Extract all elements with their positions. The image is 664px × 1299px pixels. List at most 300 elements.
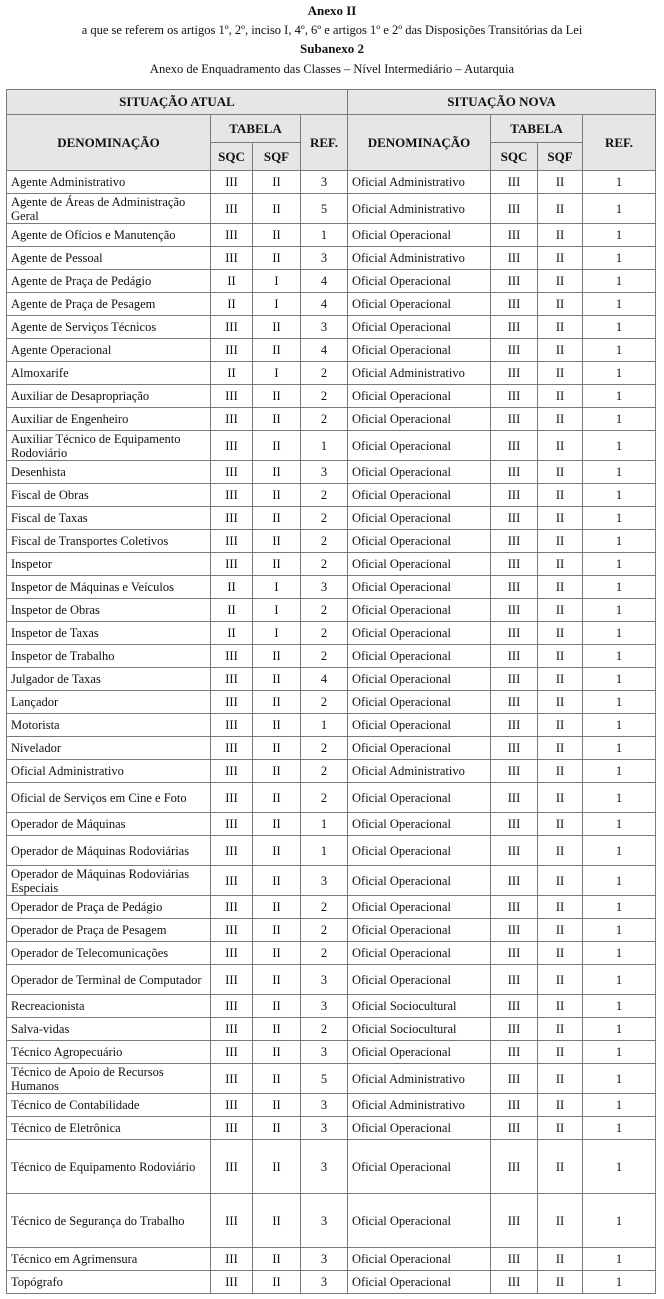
cell-sqf-atual: II	[253, 1018, 301, 1041]
cell-denominacao-nova: Oficial Operacional	[348, 737, 491, 760]
cell-sqc-atual: III	[211, 836, 253, 866]
table-row	[7, 942, 656, 965]
cell-denominacao-atual: Técnico de Segurança do Trabalho	[7, 1194, 211, 1248]
cell-sqf-atual: II	[253, 783, 301, 813]
cell-denominacao-atual: Agente de Praça de Pesagem	[7, 293, 211, 316]
cell-sqf-atual: II	[253, 737, 301, 760]
table-row	[7, 668, 656, 691]
cell-denominacao-nova: Oficial Operacional	[348, 622, 491, 645]
cell-sqc-nova: III	[491, 362, 538, 385]
cell-denominacao-atual: Operador de Praça de Pedágio	[7, 896, 211, 919]
table-row	[7, 691, 656, 714]
cell-sqf-atual: II	[253, 691, 301, 714]
cell-sqf-atual: II	[253, 339, 301, 362]
cell-sqf-nova: II	[538, 1018, 583, 1041]
cell-sqf-atual: II	[253, 1248, 301, 1271]
cell-sqc-nova: III	[491, 866, 538, 896]
cell-ref-atual: 3	[301, 965, 348, 995]
table-row	[7, 530, 656, 553]
col-header-ref-nova: REF.	[583, 115, 656, 171]
table-row	[7, 1094, 656, 1117]
cell-ref-nova: 1	[583, 599, 656, 622]
cell-sqc-nova: III	[491, 760, 538, 783]
table-row	[7, 293, 656, 316]
cell-ref-atual: 2	[301, 919, 348, 942]
cell-sqc-atual: III	[211, 1248, 253, 1271]
cell-denominacao-atual: Operador de Terminal de Computador	[7, 965, 211, 995]
cell-sqc-nova: III	[491, 385, 538, 408]
cell-denominacao-nova: Oficial Operacional	[348, 1140, 491, 1194]
cell-ref-atual: 2	[301, 737, 348, 760]
cell-sqc-nova: III	[491, 942, 538, 965]
cell-ref-atual: 4	[301, 668, 348, 691]
cell-ref-atual: 3	[301, 316, 348, 339]
cell-ref-nova: 1	[583, 942, 656, 965]
cell-denominacao-nova: Oficial Operacional	[348, 507, 491, 530]
cell-denominacao-atual: Recreacionista	[7, 995, 211, 1018]
cell-sqc-atual: II	[211, 270, 253, 293]
cell-ref-nova: 1	[583, 339, 656, 362]
cell-sqc-atual: III	[211, 316, 253, 339]
cell-ref-nova: 1	[583, 995, 656, 1018]
cell-sqf-atual: II	[253, 896, 301, 919]
cell-ref-atual: 3	[301, 1117, 348, 1140]
cell-denominacao-nova: Oficial Operacional	[348, 813, 491, 836]
cell-ref-nova: 1	[583, 293, 656, 316]
cell-ref-atual: 2	[301, 760, 348, 783]
cell-sqf-atual: II	[253, 553, 301, 576]
cell-sqc-nova: III	[491, 836, 538, 866]
cell-denominacao-atual: Salva-vidas	[7, 1018, 211, 1041]
table-body	[7, 171, 656, 1294]
cell-denominacao-atual: Topógrafo	[7, 1271, 211, 1294]
cell-sqf-nova: II	[538, 866, 583, 896]
cell-ref-atual: 2	[301, 599, 348, 622]
cell-sqc-atual: III	[211, 247, 253, 270]
cell-sqf-nova: II	[538, 270, 583, 293]
cell-denominacao-atual: Agente de Serviços Técnicos	[7, 316, 211, 339]
cell-ref-nova: 1	[583, 1117, 656, 1140]
cell-denominacao-atual: Inspetor de Trabalho	[7, 645, 211, 668]
cell-sqc-atual: III	[211, 385, 253, 408]
cell-denominacao-atual: Fiscal de Obras	[7, 484, 211, 507]
cell-sqc-nova: III	[491, 194, 538, 224]
cell-sqf-nova: II	[538, 339, 583, 362]
cell-sqc-atual: III	[211, 1271, 253, 1294]
cell-sqc-nova: III	[491, 896, 538, 919]
cell-sqc-nova: III	[491, 553, 538, 576]
cell-sqf-nova: II	[538, 171, 583, 194]
cell-ref-atual: 3	[301, 1041, 348, 1064]
cell-sqf-atual: II	[253, 836, 301, 866]
cell-sqf-nova: II	[538, 691, 583, 714]
cell-sqc-atual: II	[211, 599, 253, 622]
cell-denominacao-nova: Oficial Operacional	[348, 942, 491, 965]
cell-sqf-atual: I	[253, 270, 301, 293]
cell-ref-nova: 1	[583, 1041, 656, 1064]
cell-sqc-atual: III	[211, 171, 253, 194]
table-row	[7, 576, 656, 599]
cell-sqc-nova: III	[491, 783, 538, 813]
cell-sqc-atual: III	[211, 1140, 253, 1194]
col-header-denominacao-atual: DENOMINAÇÃO	[7, 115, 211, 171]
cell-sqc-nova: III	[491, 714, 538, 737]
table-row	[7, 1018, 656, 1041]
cell-denominacao-atual: Operador de Máquinas Rodoviárias	[7, 836, 211, 866]
cell-denominacao-atual: Inspetor de Taxas	[7, 622, 211, 645]
col-header-denominacao-nova: DENOMINAÇÃO	[348, 115, 491, 171]
cell-sqf-atual: II	[253, 408, 301, 431]
cell-denominacao-nova: Oficial Operacional	[348, 919, 491, 942]
cell-ref-atual: 2	[301, 553, 348, 576]
cell-denominacao-nova: Oficial Operacional	[348, 714, 491, 737]
cell-ref-atual: 2	[301, 1018, 348, 1041]
cell-denominacao-nova: Oficial Operacional	[348, 965, 491, 995]
cell-ref-atual: 4	[301, 339, 348, 362]
cell-sqf-atual: II	[253, 965, 301, 995]
cell-sqf-nova: II	[538, 362, 583, 385]
cell-denominacao-nova: Oficial Operacional	[348, 270, 491, 293]
cell-sqc-atual: III	[211, 553, 253, 576]
cell-sqc-atual: II	[211, 576, 253, 599]
table-row	[7, 484, 656, 507]
cell-denominacao-atual: Fiscal de Taxas	[7, 507, 211, 530]
cell-sqc-nova: III	[491, 484, 538, 507]
cell-sqf-atual: II	[253, 1094, 301, 1117]
cell-ref-nova: 1	[583, 576, 656, 599]
cell-denominacao-nova: Oficial Operacional	[348, 691, 491, 714]
cell-sqc-nova: III	[491, 965, 538, 995]
cell-denominacao-nova: Oficial Operacional	[348, 836, 491, 866]
cell-denominacao-atual: Inspetor de Máquinas e Veículos	[7, 576, 211, 599]
cell-ref-nova: 1	[583, 224, 656, 247]
table-row	[7, 760, 656, 783]
cell-denominacao-nova: Oficial Administrativo	[348, 247, 491, 270]
cell-denominacao-atual: Técnico em Agrimensura	[7, 1248, 211, 1271]
cell-sqf-nova: II	[538, 431, 583, 461]
cell-ref-atual: 2	[301, 645, 348, 668]
cell-denominacao-nova: Oficial Operacional	[348, 316, 491, 339]
table-row	[7, 599, 656, 622]
cell-ref-nova: 1	[583, 270, 656, 293]
cell-sqc-atual: III	[211, 224, 253, 247]
table-row	[7, 622, 656, 645]
table-row	[7, 836, 656, 866]
cell-sqc-nova: III	[491, 1117, 538, 1140]
cell-sqf-atual: II	[253, 645, 301, 668]
cell-sqc-nova: III	[491, 1094, 538, 1117]
cell-denominacao-atual: Técnico Agropecuário	[7, 1041, 211, 1064]
cell-sqf-atual: I	[253, 293, 301, 316]
cell-ref-atual: 2	[301, 942, 348, 965]
cell-ref-nova: 1	[583, 896, 656, 919]
cell-sqc-atual: III	[211, 760, 253, 783]
cell-sqf-atual: II	[253, 866, 301, 896]
cell-ref-atual: 3	[301, 171, 348, 194]
cell-sqf-atual: II	[253, 224, 301, 247]
cell-denominacao-atual: Almoxarife	[7, 362, 211, 385]
cell-sqc-nova: III	[491, 247, 538, 270]
cell-ref-atual: 4	[301, 270, 348, 293]
cell-denominacao-nova: Oficial Operacional	[348, 408, 491, 431]
cell-denominacao-nova: Oficial Administrativo	[348, 1064, 491, 1094]
cell-sqf-nova: II	[538, 1041, 583, 1064]
cell-denominacao-nova: Oficial Operacional	[348, 224, 491, 247]
cell-ref-atual: 3	[301, 995, 348, 1018]
cell-ref-nova: 1	[583, 622, 656, 645]
cell-ref-atual: 3	[301, 1094, 348, 1117]
table-row	[7, 431, 656, 461]
cell-ref-nova: 1	[583, 813, 656, 836]
annex-subtitle: a que se referem os artigos 1º, 2º, inciso I, 4º, 6º e artigos 1º e 2º das Disposições Transitórias da Lei	[81, 23, 583, 37]
table-row	[7, 919, 656, 942]
table-row	[7, 1194, 656, 1248]
cell-ref-nova: 1	[583, 1094, 656, 1117]
cell-sqf-nova: II	[538, 194, 583, 224]
cell-denominacao-nova: Oficial Operacional	[348, 668, 491, 691]
cell-sqc-atual: III	[211, 866, 253, 896]
table-row	[7, 224, 656, 247]
cell-denominacao-nova: Oficial Administrativo	[348, 194, 491, 224]
cell-denominacao-nova: Oficial Operacional	[348, 1271, 491, 1294]
cell-sqf-nova: II	[538, 461, 583, 484]
cell-ref-nova: 1	[583, 836, 656, 866]
table-row	[7, 965, 656, 995]
cell-denominacao-nova: Oficial Operacional	[348, 599, 491, 622]
table-row	[7, 339, 656, 362]
cell-sqc-nova: III	[491, 1041, 538, 1064]
cell-denominacao-nova: Oficial Operacional	[348, 1041, 491, 1064]
cell-ref-nova: 1	[583, 194, 656, 224]
cell-sqc-atual: II	[211, 622, 253, 645]
table-row	[7, 813, 656, 836]
cell-ref-atual: 3	[301, 1140, 348, 1194]
cell-sqf-atual: II	[253, 760, 301, 783]
annex-title: Anexo II	[307, 3, 357, 18]
cell-sqf-atual: II	[253, 1271, 301, 1294]
cell-ref-atual: 2	[301, 622, 348, 645]
cell-ref-atual: 1	[301, 224, 348, 247]
cell-sqf-nova: II	[538, 995, 583, 1018]
cell-denominacao-nova: Oficial Operacional	[348, 461, 491, 484]
cell-sqc-nova: III	[491, 1194, 538, 1248]
cell-denominacao-atual: Operador de Máquinas Rodoviárias Especiais	[7, 866, 211, 896]
cell-sqf-atual: II	[253, 461, 301, 484]
cell-sqf-nova: II	[538, 530, 583, 553]
cell-sqf-atual: II	[253, 919, 301, 942]
cell-sqf-atual: II	[253, 484, 301, 507]
cell-sqf-nova: II	[538, 896, 583, 919]
cell-sqf-nova: II	[538, 484, 583, 507]
cell-ref-atual: 2	[301, 484, 348, 507]
table-row	[7, 1140, 656, 1194]
group-header-new: SITUAÇÃO NOVA	[348, 90, 656, 115]
cell-denominacao-atual: Técnico de Eletrônica	[7, 1117, 211, 1140]
cell-sqf-nova: II	[538, 760, 583, 783]
cell-denominacao-nova: Oficial Operacional	[348, 484, 491, 507]
table-row	[7, 1041, 656, 1064]
cell-sqf-atual: II	[253, 714, 301, 737]
cell-sqc-nova: III	[491, 1248, 538, 1271]
cell-sqc-nova: III	[491, 224, 538, 247]
cell-sqf-atual: II	[253, 995, 301, 1018]
cell-ref-atual: 2	[301, 783, 348, 813]
cell-ref-atual: 2	[301, 896, 348, 919]
cell-denominacao-nova: Oficial Operacional	[348, 339, 491, 362]
cell-sqc-atual: III	[211, 714, 253, 737]
cell-sqc-atual: III	[211, 408, 253, 431]
cell-sqf-nova: II	[538, 1117, 583, 1140]
cell-denominacao-atual: Motorista	[7, 714, 211, 737]
cell-ref-nova: 1	[583, 1064, 656, 1094]
subannex-title: Subanexo 2	[300, 41, 364, 56]
cell-denominacao-nova: Oficial Operacional	[348, 385, 491, 408]
cell-sqc-atual: III	[211, 896, 253, 919]
cell-sqc-nova: III	[491, 1140, 538, 1194]
cell-denominacao-atual: Operador de Praça de Pesagem	[7, 919, 211, 942]
cell-sqc-nova: III	[491, 919, 538, 942]
annex-description: Anexo de Enquadramento das Classes – Nível Intermediário – Autarquia	[149, 62, 515, 76]
cell-ref-nova: 1	[583, 737, 656, 760]
cell-sqc-nova: III	[491, 316, 538, 339]
cell-sqf-nova: II	[538, 293, 583, 316]
cell-denominacao-nova: Oficial Operacional	[348, 783, 491, 813]
cell-denominacao-atual: Fiscal de Transportes Coletivos	[7, 530, 211, 553]
cell-ref-atual: 2	[301, 408, 348, 431]
cell-sqf-atual: II	[253, 1140, 301, 1194]
table-row	[7, 1064, 656, 1094]
cell-ref-atual: 3	[301, 247, 348, 270]
cell-ref-nova: 1	[583, 1194, 656, 1248]
cell-denominacao-atual: Agente de Praça de Pedágio	[7, 270, 211, 293]
cell-sqc-atual: III	[211, 507, 253, 530]
col-header-sqf-nova: SQF	[538, 143, 583, 171]
cell-denominacao-atual: Operador de Telecomunicações	[7, 942, 211, 965]
cell-ref-nova: 1	[583, 484, 656, 507]
cell-sqf-atual: I	[253, 362, 301, 385]
cell-sqf-atual: II	[253, 813, 301, 836]
cell-sqf-atual: II	[253, 1194, 301, 1248]
cell-ref-atual: 5	[301, 1064, 348, 1094]
table-row	[7, 737, 656, 760]
cell-sqc-nova: III	[491, 576, 538, 599]
cell-denominacao-atual: Desenhista	[7, 461, 211, 484]
cell-sqf-nova: II	[538, 942, 583, 965]
cell-sqc-atual: III	[211, 1117, 253, 1140]
cell-sqf-nova: II	[538, 1271, 583, 1294]
cell-sqc-nova: III	[491, 737, 538, 760]
cell-sqc-atual: III	[211, 1018, 253, 1041]
cell-sqc-atual: III	[211, 339, 253, 362]
cell-sqf-atual: I	[253, 599, 301, 622]
cell-denominacao-atual: Nivelador	[7, 737, 211, 760]
cell-sqc-atual: III	[211, 919, 253, 942]
cell-denominacao-nova: Oficial Operacional	[348, 1117, 491, 1140]
cell-sqc-atual: III	[211, 995, 253, 1018]
cell-sqc-nova: III	[491, 645, 538, 668]
col-header-ref-atual: REF.	[301, 115, 348, 171]
cell-ref-atual: 3	[301, 576, 348, 599]
cell-denominacao-atual: Agente de Ofícios e Manutenção	[7, 224, 211, 247]
cell-sqc-atual: III	[211, 530, 253, 553]
cell-sqf-nova: II	[538, 1094, 583, 1117]
cell-sqf-atual: II	[253, 194, 301, 224]
col-header-tabela-atual: TABELA	[211, 115, 301, 143]
table-row	[7, 896, 656, 919]
cell-sqc-atual: III	[211, 1041, 253, 1064]
cell-sqc-nova: III	[491, 668, 538, 691]
cell-ref-nova: 1	[583, 171, 656, 194]
table-row	[7, 270, 656, 293]
cell-denominacao-nova: Oficial Administrativo	[348, 1094, 491, 1117]
cell-sqc-nova: III	[491, 270, 538, 293]
cell-ref-nova: 1	[583, 714, 656, 737]
cell-sqf-nova: II	[538, 1194, 583, 1248]
cell-denominacao-atual: Oficial de Serviços em Cine e Foto	[7, 783, 211, 813]
cell-sqc-atual: III	[211, 783, 253, 813]
cell-sqc-atual: III	[211, 965, 253, 995]
table-row	[7, 783, 656, 813]
cell-denominacao-nova: Oficial Sociocultural	[348, 995, 491, 1018]
cell-sqc-atual: II	[211, 362, 253, 385]
cell-sqf-nova: II	[538, 813, 583, 836]
cell-ref-nova: 1	[583, 385, 656, 408]
table-row	[7, 507, 656, 530]
cell-sqc-atual: III	[211, 813, 253, 836]
cell-sqc-nova: III	[491, 599, 538, 622]
cell-sqc-nova: III	[491, 507, 538, 530]
cell-denominacao-atual: Auxiliar de Desapropriação	[7, 385, 211, 408]
cell-denominacao-atual: Julgador de Taxas	[7, 668, 211, 691]
cell-sqf-atual: II	[253, 942, 301, 965]
cell-ref-nova: 1	[583, 247, 656, 270]
cell-sqf-nova: II	[538, 783, 583, 813]
cell-sqf-nova: II	[538, 737, 583, 760]
cell-ref-nova: 1	[583, 1018, 656, 1041]
table-row	[7, 171, 656, 194]
cell-sqc-nova: III	[491, 691, 538, 714]
table-row	[7, 645, 656, 668]
table-row	[7, 1271, 656, 1294]
cell-sqf-nova: II	[538, 965, 583, 995]
cell-denominacao-nova: Oficial Sociocultural	[348, 1018, 491, 1041]
table-row	[7, 1248, 656, 1271]
cell-sqc-atual: III	[211, 484, 253, 507]
cell-sqf-nova: II	[538, 919, 583, 942]
cell-ref-nova: 1	[583, 553, 656, 576]
cell-denominacao-nova: Oficial Operacional	[348, 431, 491, 461]
cell-sqc-atual: III	[211, 942, 253, 965]
cell-sqf-atual: II	[253, 507, 301, 530]
cell-sqc-nova: III	[491, 530, 538, 553]
cell-ref-atual: 3	[301, 1248, 348, 1271]
cell-denominacao-nova: Oficial Operacional	[348, 896, 491, 919]
cell-sqf-nova: II	[538, 1140, 583, 1194]
cell-sqc-atual: II	[211, 293, 253, 316]
cell-ref-atual: 1	[301, 431, 348, 461]
cell-ref-nova: 1	[583, 691, 656, 714]
cell-sqc-nova: III	[491, 1018, 538, 1041]
cell-ref-atual: 1	[301, 714, 348, 737]
cell-ref-atual: 3	[301, 461, 348, 484]
cell-sqf-nova: II	[538, 247, 583, 270]
cell-denominacao-atual: Oficial Administrativo	[7, 760, 211, 783]
table-row	[7, 553, 656, 576]
cell-sqc-nova: III	[491, 408, 538, 431]
document-header	[0, 0, 664, 80]
cell-denominacao-atual: Auxiliar Técnico de Equipamento Rodoviário	[7, 431, 211, 461]
cell-sqc-nova: III	[491, 1064, 538, 1094]
